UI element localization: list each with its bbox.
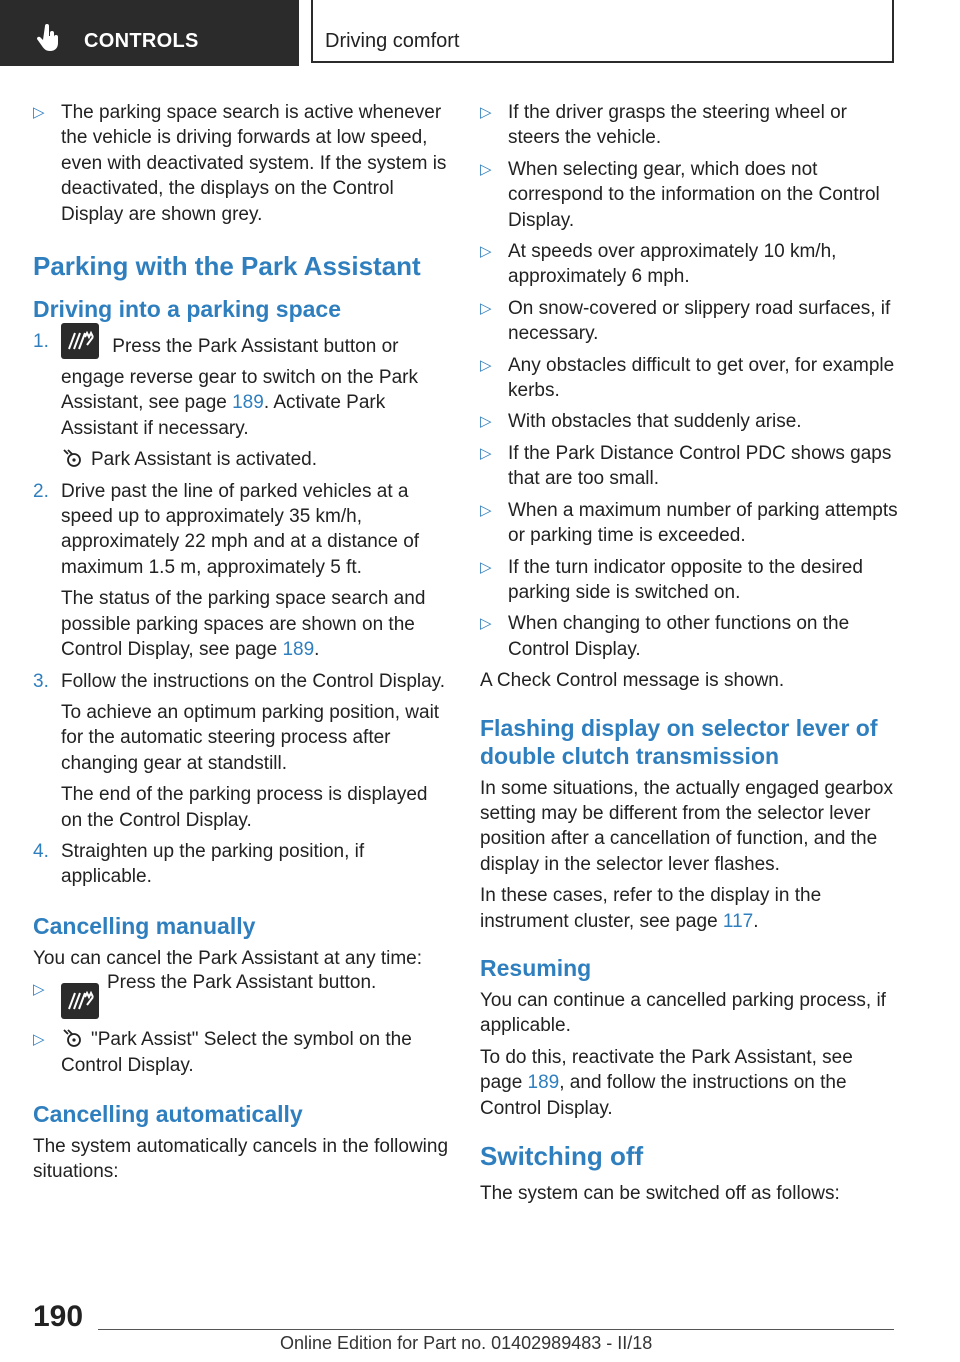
list-item: ▷ If the turn indicator opposite to the desired parking side is switched on.	[480, 556, 863, 603]
park-assistant-button-icon	[61, 983, 99, 1019]
list-item: ▷ On snow-covered or slippery road surfaces, if necessary.	[480, 297, 891, 345]
list-item: 2. Drive past the line of parked vehicles at a speed up to approximately 35 km/h, approximately 22 mph and at a distance of maximum 1.5 m, approximately 5 ft. The status of the parking space search and possible parking spaces are shown on the Control Display, see page 189.	[33, 480, 426, 661]
steps-list	[33, 329, 453, 890]
list-item: ▷ Any obstacles difficult to get over, for example kerbs.	[480, 354, 895, 402]
triangle-bullet-icon: ▷	[480, 160, 492, 178]
check-control-message-text: A Check Control message is shown.	[480, 670, 785, 692]
triangle-bullet-icon: ▷	[480, 104, 492, 121]
heading-driving-into-parking-space: Driving into a parking space	[33, 296, 342, 323]
page-link[interactable]: 117	[722, 910, 754, 932]
triangle-bullet-icon: ▷	[480, 615, 492, 633]
heading-flashing-display: Flashing display on selector lever of double clutch transmission	[480, 714, 878, 769]
heading-parking-with-park-assistant: Parking with the Park Assistant	[33, 251, 421, 282]
page-link[interactable]: 189	[282, 639, 315, 661]
heading-resuming: Resuming	[480, 954, 592, 981]
auto-cancel-list	[480, 100, 900, 662]
left-column: ▷ The parking space search is active whenever the vehicle is driving forwards at low speed, even with deactivated system. If the system is deactivated, the displays on the Control Display are shown grey. Parking with the Park Assistant Driving into a parking space 1. Press the Park Assistant button or engage reverse gear to switch on the Park Assistant, see page 189. Activate Park Assistant if necessary. Park Assistant is activated. 2. Drive past the line of parked vehicles at a speed up to approximately 35 km/h, approximately 22 mph and at a distance of maximum 1.5 m, approximately 5 ft. The status of the parking space search and possible parking spaces are shown on the Control Display, see page 189. 3. Follow the instructions on the Control Display. To achieve an optimum parking position, wait for the automatic steering process after changing gear at standstill. The end of the parking process is displayed on the Control Display. 4. Straighten up the parking position, if applicable. Cancelling manually You can cancel the Park Assistant at any time: ▷ Press the Park Assistant button. ▷ "Park Assist" Select the symbol on the Control Display. Cancelling automatically The system automatically cancels in the following situations:	[33, 100, 453, 1191]
header-title: Driving comfort	[325, 30, 460, 52]
heading-switching-off: Switching off	[480, 1141, 644, 1171]
cancel-manual-list	[33, 972, 453, 1078]
list-item: ▷ With obstacles that suddenly arise.	[480, 409, 900, 434]
list-item: ▷ If the driver grasps the steering wheel or steers the vehicle.	[480, 102, 848, 149]
page-link[interactable]: 189	[232, 392, 264, 414]
footer-edition: Online Edition for Part no. 01402989483 - II/18	[280, 1333, 653, 1353]
park-assist-symbol-icon	[61, 446, 83, 468]
right-column: ▷ If the driver grasps the steering wheel or steers the vehicle. ▷ When selecting gear, which does not correspond to the information on the Control Display. ▷ At speeds over approximately 10 km/h, approximately 6 mph. ▷ On snow-covered or slippery road surfaces, if necessary. ▷ Any obstacles difficult to get over, for example kerbs. ▷ With obstacles that suddenly arise. ▷ If the Park Distance Control PDC shows gaps that are too small. ▷ When a maximum number of parking attempts or parking time is exceeded. ▷ If the turn indicator opposite to the desired parking side is switched on. ▷ When changing to other functions on the Control Display. A Check Control message is shown. Flashing display on selector lever of double clutch transmission In some situations, the actually engaged gearbox setting may be different from the selector lever position after a cancellation of function, and the display in the selector lever flashes. In these cases, refer to the display in the instrument cluster, see page 117. Resuming You can continue a cancelled parking process, if applicable. To do this, reactivate the Park Assistant, see page 189, and follow the instructions on the Control Display. Switching off The system can be switched off as follows:	[480, 100, 900, 1212]
park-assist-symbol-icon	[61, 1026, 83, 1048]
triangle-bullet-icon: ▷	[33, 104, 45, 121]
hand-touch-icon	[36, 24, 62, 52]
list-item: 4. Straighten up the parking position, if applicable.	[33, 840, 365, 888]
intro-list	[33, 100, 453, 227]
page-link[interactable]: 189	[527, 1072, 560, 1094]
list-item: ▷ At speeds over approximately 10 km/h, approximately 6 mph.	[480, 241, 837, 288]
list-item: 1. Press the Park Assistant button or engage reverse gear to switch on the Park Assistant, see page 189. Activate Park Assistant if necessary. Park Assistant is activated.	[33, 329, 453, 473]
page-number: 190	[33, 1300, 84, 1333]
park-assistant-button-icon	[61, 323, 99, 359]
triangle-bullet-icon: ▷	[480, 413, 492, 431]
list-item: 3. Follow the instructions on the Control Display. To achieve an optimum parking position, wait for the automatic steering process after changing gear at standstill. The end of the parking process is displayed on the Control Display.	[33, 670, 446, 831]
triangle-bullet-icon: ▷	[33, 1031, 45, 1049]
page-header	[0, 0, 960, 66]
triangle-bullet-icon: ▷	[480, 558, 492, 576]
list-item: ▷ The parking space search is active whenever the vehicle is driving forwards at low speed, even with deactivated system. If the system is deactivated, the displays on the Control Display are shown grey.	[33, 102, 447, 225]
footer-divider	[98, 1329, 894, 1330]
header-section-label: CONTROLS	[84, 30, 199, 52]
list-item: ▷ Press the Park Assistant button.	[33, 977, 453, 1021]
triangle-bullet-icon: ▷	[480, 501, 492, 519]
list-item: ▷ When changing to other functions on the Control Display.	[480, 613, 850, 660]
heading-cancelling-automatically: Cancelling automatically	[33, 1100, 303, 1127]
triangle-bullet-icon: ▷	[33, 981, 45, 999]
list-item: ▷ If the Park Distance Control PDC shows gaps that are too small.	[480, 442, 892, 490]
heading-cancelling-manually: Cancelling manually	[33, 912, 256, 939]
triangle-bullet-icon: ▷	[480, 356, 492, 374]
triangle-bullet-icon: ▷	[480, 299, 492, 317]
triangle-bullet-icon: ▷	[480, 444, 492, 462]
list-item: ▷ When a maximum number of parking attempts or parking time is exceeded.	[480, 499, 898, 547]
triangle-bullet-icon: ▷	[480, 243, 492, 261]
list-item: ▷ When selecting gear, which does not correspond to the information on the Control Display.	[480, 158, 880, 231]
list-item: ▷ "Park Assist" Select the symbol on the Control Display.	[33, 1027, 453, 1078]
